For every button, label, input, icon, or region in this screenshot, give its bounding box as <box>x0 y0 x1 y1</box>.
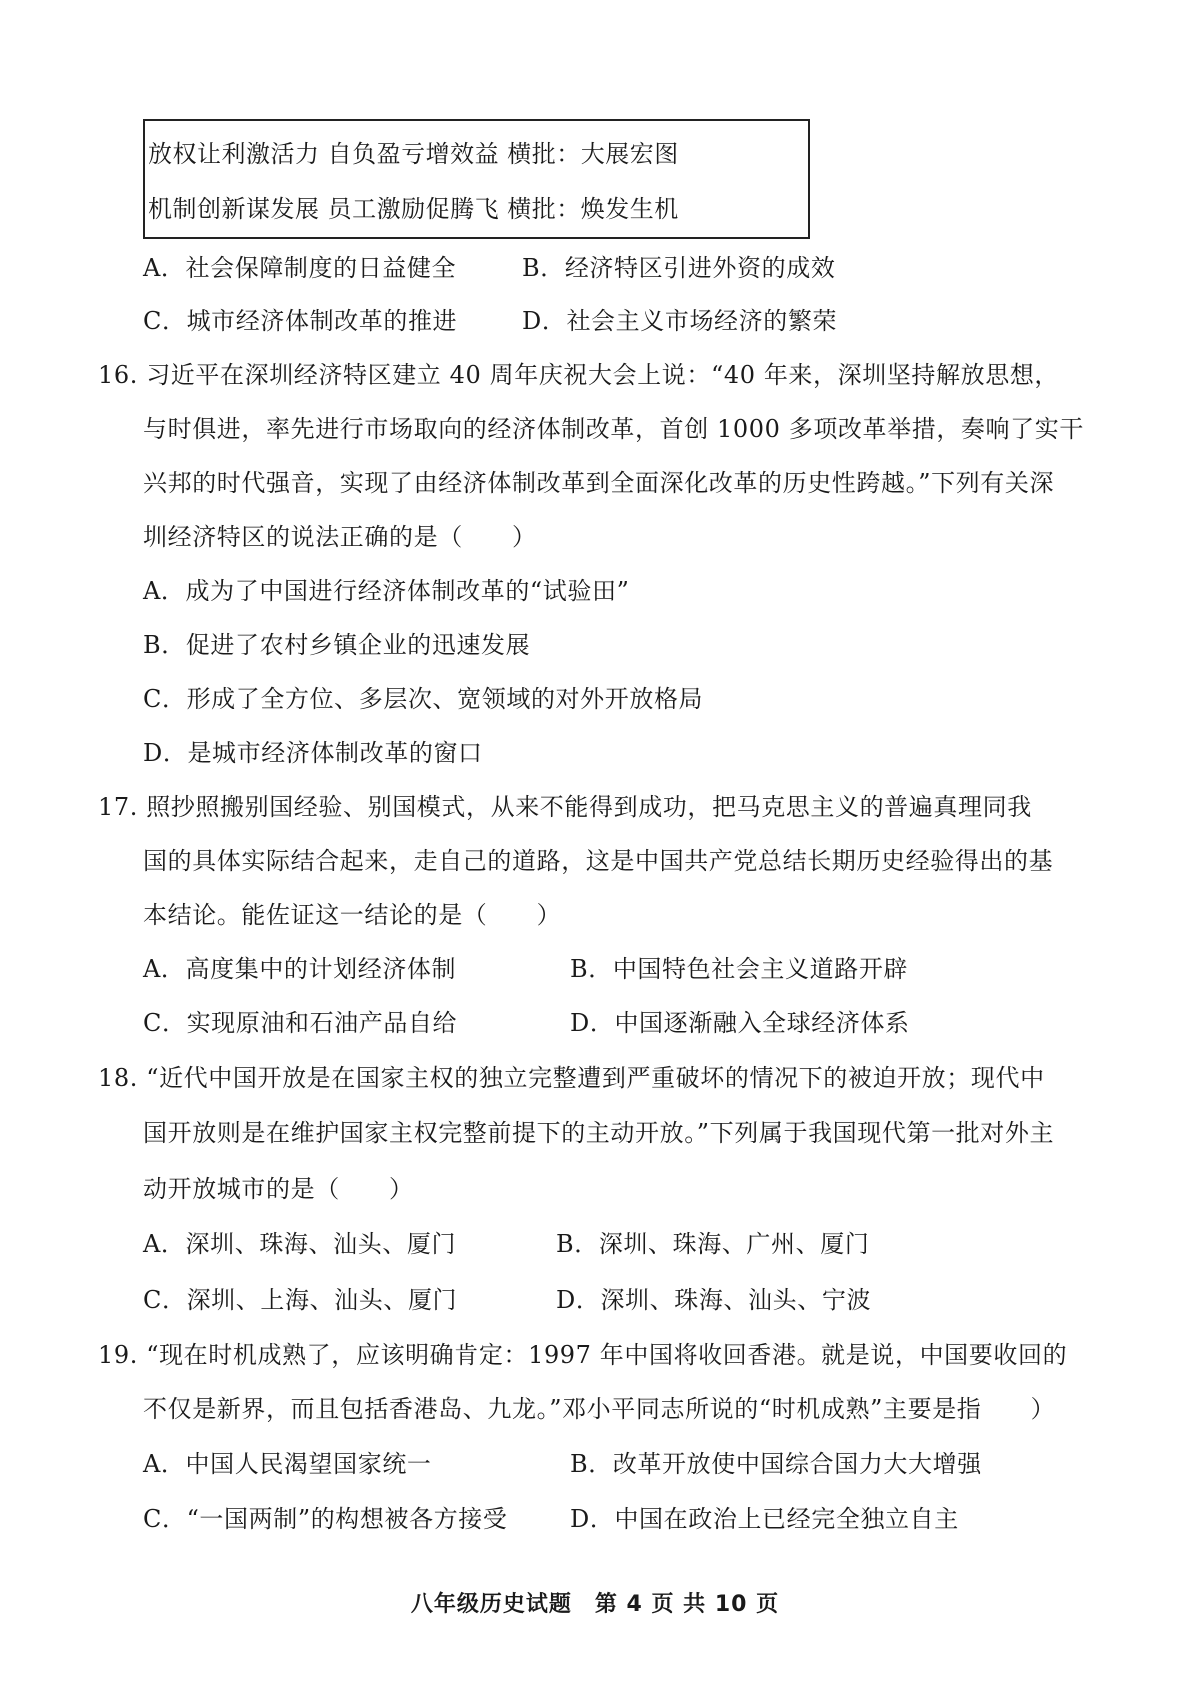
q18-number: 18. <box>98 1064 138 1092</box>
q19-stem-line-1 <box>98 1338 1067 1372</box>
couplet-line-1: 放权让利激活力 自负盈亏增效益 横批：大展宏图 <box>148 140 679 168</box>
q19-number: 19. <box>98 1341 138 1369</box>
q17-number: 17. <box>98 793 138 821</box>
q19-option-c: C．“一国两制”的构想被各方接受 <box>143 1505 508 1533</box>
q17-option-b: B．中国特色社会主义道路开辟 <box>570 955 909 983</box>
q18-option-c: C．深圳、上海、汕头、厦门 <box>143 1286 458 1314</box>
page-footer: 八年级历史试题 第 4 页 共 10 页 <box>410 1592 780 1617</box>
couplet-line-2: 机制创新谋发展 员工激励促腾飞 横批：焕发生机 <box>148 195 679 223</box>
q19-stem-text-1: “现在时机成熟了，应该明确肯定：1997 年中国将收回香港。就是说，中国要收回的 <box>146 1341 1068 1369</box>
q18-stem-text-1: “近代中国开放是在国家主权的独立完整遭到严重破坏的情况下的被迫开放；现代中 <box>146 1064 1045 1092</box>
q18-option-d: D．深圳、珠海、汕头、宁波 <box>556 1286 872 1314</box>
q15-option-c: C．城市经济体制改革的推进 <box>143 307 458 335</box>
q17-option-a: A．高度集中的计划经济体制 <box>143 955 457 983</box>
q16-number: 16. <box>98 361 138 389</box>
q18-stem-line-3: 动开放城市的是（ ） <box>143 1175 414 1203</box>
q18-option-a: A．深圳、珠海、汕头、厦门 <box>143 1230 457 1258</box>
q16-option-a: A．成为了中国进行经济体制改革的“试验田” <box>143 577 630 605</box>
q15-option-a: A．社会保障制度的日益健全 <box>143 254 457 282</box>
q17-option-d: D．中国逐渐融入全球经济体系 <box>570 1009 910 1037</box>
q16-stem-text-1: 习近平在深圳经济特区建立 40 周年庆祝大会上说：“40 年来，深圳坚持解放思想， <box>146 361 1060 389</box>
q19-option-a: A．中国人民渴望国家统一 <box>143 1450 432 1478</box>
q15-option-b: B．经济特区引进外资的成效 <box>522 254 836 282</box>
q16-stem-line-3: 兴邦的时代强音，实现了由经济体制改革到全面深化改革的历史性跨越。”下列有关深 <box>143 469 1055 497</box>
couplet-box <box>143 119 810 239</box>
q19-option-b: B．改革开放使中国综合国力大大增强 <box>570 1450 982 1478</box>
q19-option-d: D．中国在政治上已经完全独立自主 <box>570 1505 959 1533</box>
q16-stem-line-2: 与时俱进，率先进行市场取向的经济体制改革，首创 1000 多项改革举措，奏响了实干 <box>143 415 1084 443</box>
q16-option-b: B．促进了农村乡镇企业的迅速发展 <box>143 631 531 659</box>
q19-stem-line-2: 不仅是新界，而且包括香港岛、九龙。”邓小平同志所说的“时机成熟”主要是指 ） <box>143 1395 1056 1423</box>
q18-stem-line-2: 国开放则是在维护国家主权完整前提下的主动开放。”下列属于我国现代第一批对外主 <box>143 1119 1055 1147</box>
q18-option-b: B．深圳、珠海、广州、厦门 <box>556 1230 870 1258</box>
q16-option-d: D．是城市经济体制改革的窗口 <box>143 739 483 767</box>
q16-stem-line-4: 圳经济特区的说法正确的是（ ） <box>143 523 537 551</box>
q17-option-c: C．实现原油和石油产品自给 <box>143 1009 458 1037</box>
q17-stem-line-2: 国的具体实际结合起来，走自己的道路，这是中国共产党总结长期历史经验得出的基 <box>143 847 1054 875</box>
q16-stem-line-1 <box>98 358 1059 392</box>
q16-option-c: C．形成了全方位、多层次、宽领域的对外开放格局 <box>143 685 704 713</box>
q17-stem-line-3: 本结论。能佐证这一结论的是（ ） <box>143 901 562 929</box>
q17-stem-text-1: 照抄照搬别国经验、别国模式，从来不能得到成功，把马克思主义的普遍真理同我 <box>146 793 1032 821</box>
q18-stem-line-1 <box>98 1061 1045 1095</box>
q17-stem-line-1 <box>98 790 1032 824</box>
q15-option-d: D．社会主义市场经济的繁荣 <box>522 307 838 335</box>
